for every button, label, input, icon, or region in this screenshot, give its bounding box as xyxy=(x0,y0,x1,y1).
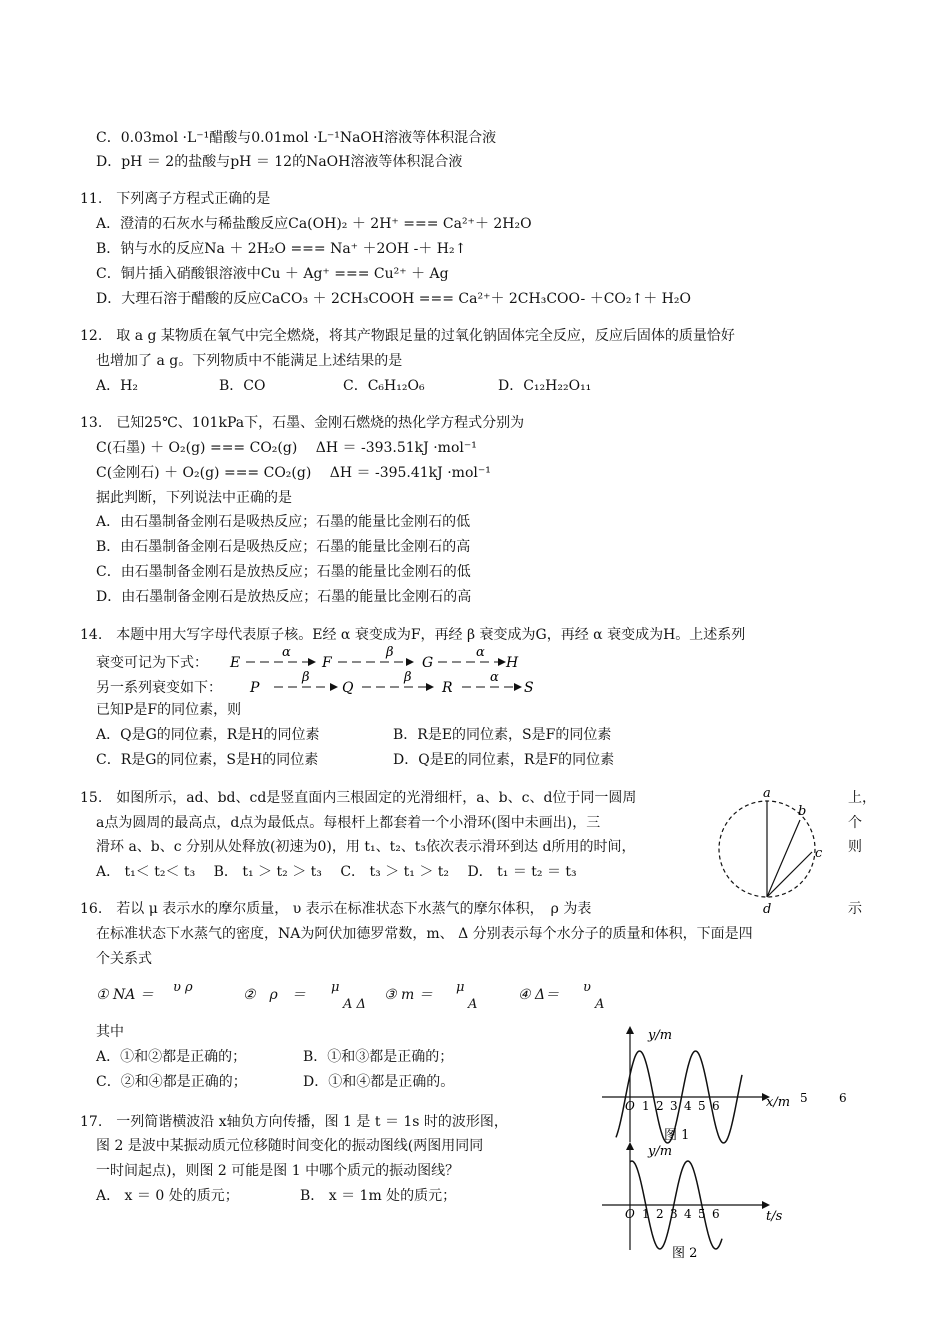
q16-formula-3-denominator: A xyxy=(468,997,478,1012)
q14-decay-chain-2 xyxy=(246,668,546,698)
fig2-caption: 图 2 xyxy=(672,1246,698,1261)
chain2-nucleus-4: S xyxy=(524,680,534,696)
fig1-stray-6: 6 xyxy=(839,1091,847,1105)
q11-option-c: C．铜片插入硝酸银溶液中Cu ＋ Ag⁺ === Cu²⁺ ＋ Ag xyxy=(96,266,449,282)
fig1-x-label: x/m xyxy=(766,1095,791,1110)
fig1-origin: O xyxy=(625,1099,635,1113)
q12-option-b: B．CO xyxy=(219,378,266,394)
q14-stem-line3: 另一系列衰变如下： xyxy=(96,680,222,696)
q11-option-a: A．澄清的石灰水与稀盐酸反应Ca(OH)₂ ＋ 2H⁺ === Ca²⁺＋ 2H₂O xyxy=(96,216,532,232)
chain2-decay-2: β xyxy=(404,670,412,685)
q16-formula-3-numerator: μ xyxy=(456,980,465,995)
fig2-x-label: t/s xyxy=(766,1209,783,1224)
chain2-nucleus-1: P xyxy=(250,680,260,696)
q12-option-d: D．C₁₂H₂₂O₁₁ xyxy=(498,378,592,394)
q15-stem-line1-end: 上， xyxy=(848,790,876,806)
q16-option-b: B．①和③都是正确的； xyxy=(303,1049,454,1065)
q12-stem-line2: 也增加了 a g。下列物质中不能满足上述结果的是 xyxy=(96,353,403,369)
q16-stem-line1: 16. 若以 μ 表示水的摩尔质量， υ 表示在标准状态下水蒸气的摩尔体积， ρ 为表 xyxy=(80,901,592,917)
chain1-nucleus-1: E xyxy=(230,655,241,671)
point-b-label: b xyxy=(798,804,807,819)
chain1-nucleus-4: H xyxy=(506,655,519,671)
q14-stem-line2: 衰变可记为下式： xyxy=(96,655,208,671)
q16-formula-4-lhs: ④ Δ＝ xyxy=(518,987,560,1003)
q17-figure-2-vibration xyxy=(596,1138,796,1264)
rod-cd xyxy=(767,852,812,897)
q12-stem-line1: 12. 取 a g 某物质在氧气中完全燃烧，将其产物跟足量的过氧化钠固体完全反应，反应后固体的质量恰好 xyxy=(80,328,735,344)
q17-stem-line2: 图 2 是波中某振动质元位移随时间变化的振动图线(两图用同同 xyxy=(96,1138,484,1154)
q16-formula-4-numerator: υ xyxy=(583,980,591,995)
q14-stem-line4: 已知P是F的同位素，则 xyxy=(96,702,242,718)
q15-options: A． t₁＜ t₂＜ t₃ B． t₁ ＞ t₂ ＞ t₃ C． t₃ ＞ t₁ ＞ t₂ D． t₁ ＝ t₂ ＝ t₃ xyxy=(96,864,577,880)
q16-stem-line1-end: 示 xyxy=(848,901,862,917)
q13-option-c: C．由石墨制备金刚石是放热反应；石墨的能量比金刚石的低 xyxy=(96,564,471,580)
q11-option-d: D．大理石溶于醋酸的反应CaCO₃ ＋ 2CH₃COOH === Ca²⁺＋ 2CH₃COO- ＋CO₂↑＋ H₂O xyxy=(96,291,691,307)
q15-stem-line1: 15. 如图所示，ad、bd、cd是竖直面内三根固定的光滑细杆，a、b、c、d位于同一圆周 xyxy=(80,790,637,806)
fig2-origin: O xyxy=(625,1207,635,1221)
point-c-label: c xyxy=(815,846,823,861)
q16-formula-2-numerator: μ xyxy=(331,980,340,995)
q16-formula-3-lhs: ③ m ＝ xyxy=(384,987,433,1003)
fig2-tick-2: 2 xyxy=(656,1207,664,1221)
fig2-tick-3: 3 xyxy=(670,1207,678,1221)
chain2-nucleus-2: Q xyxy=(342,680,354,696)
q16-option-c: C．②和④都是正确的； xyxy=(96,1074,247,1090)
fig1-tick-5: 5 xyxy=(698,1099,706,1113)
q16-formula-4-denominator: A xyxy=(595,997,605,1012)
q10-option-d: D．pH ＝ 2的盐酸与pH ＝ 12的NaOH溶液等体积混合液 xyxy=(96,154,463,170)
q14-option-a: A．Q是G的同位素，R是H的同位素 xyxy=(96,727,320,743)
fig2-tick-5: 5 xyxy=(698,1207,706,1221)
q13-option-d: D．由石墨制备金刚石是放热反应；石墨的能量比金刚石的高 xyxy=(96,589,472,605)
q13-judge: 据此判断，下列说法中正确的是 xyxy=(96,490,292,506)
q15-circle-figure xyxy=(712,784,834,920)
fig1-tick-4: 4 xyxy=(684,1099,692,1113)
q16-stem-line3: 个关系式 xyxy=(96,951,152,967)
q16-formula-2-lhs: ② ρ ＝ xyxy=(243,987,306,1003)
q12-option-a: A．H₂ xyxy=(96,378,138,394)
q16-option-a: A．①和②都是正确的； xyxy=(96,1049,247,1065)
q11-option-b: B．钠与水的反应Na ＋ 2H₂O === Na⁺ ＋2OH -＋ H₂↑ xyxy=(96,241,467,257)
q16-formula-1-numerator: υ ρ xyxy=(173,980,193,995)
q16-option-d: D．①和④都是正确的。 xyxy=(303,1074,455,1090)
chain1-nucleus-2: F xyxy=(322,655,332,671)
fig1-tick-2: 2 xyxy=(656,1099,664,1113)
q14-option-c: C．R是G的同位素，S是H的同位素 xyxy=(96,752,319,768)
point-d-label: d xyxy=(763,902,772,917)
q13-option-b: B．由石墨制备金刚石是吸热反应；石墨的能量比金刚石的高 xyxy=(96,539,471,555)
q12-option-c: C．C₆H₁₂O₆ xyxy=(343,378,425,394)
fig2-y-label: y/m xyxy=(648,1144,673,1159)
chain2-nucleus-3: R xyxy=(442,680,453,696)
q17-option-b: B． x ＝ 1m 处的质元； xyxy=(300,1188,457,1204)
fig1-stray-5: 5 xyxy=(800,1091,808,1105)
q15-stem-line3: 滑环 a、b、c 分别从处释放(初速为0)，用 t₁、t₂、t₃依次表示滑环到达 d所用的时间， xyxy=(96,839,636,855)
q16-among: 其中 xyxy=(96,1024,124,1040)
fig2-tick-4: 4 xyxy=(684,1207,692,1221)
q16-stem-line2: 在标准状态下水蒸气的密度，NA为阿伏加德罗常数，m、 Δ 分别表示每个水分子的质量和体积，下面是四 xyxy=(96,926,753,942)
chain1-decay-2: β xyxy=(386,645,394,660)
fig1-tick-3: 3 xyxy=(670,1099,678,1113)
q13-option-a: A．由石墨制备金刚石是吸热反应；石墨的能量比金刚石的低 xyxy=(96,514,471,530)
fig2-tick-1: 1 xyxy=(642,1207,650,1221)
q10-option-c: C．0.03mol ·L⁻¹醋酸与0.01mol ·L⁻¹NaOH溶液等体积混合液 xyxy=(96,130,497,146)
q17-figure-1-wave xyxy=(596,1022,860,1148)
fig1-tick-6: 6 xyxy=(712,1099,720,1113)
chain1-decay-1: α xyxy=(282,645,291,660)
point-a-label: a xyxy=(763,786,771,801)
q14-stem-line1: 14. 本题中用大写字母代表原子核。E经 α 衰变成为F，再经 β 衰变成为G，再经 α 衰变成为H。上述系列 xyxy=(80,627,746,643)
q14-option-b: B．R是E的同位素，S是F的同位素 xyxy=(393,727,612,743)
q17-stem-line3: 一时间起点)，则图 2 可能是图 1 中哪个质元的振动图线？ xyxy=(96,1163,460,1179)
q15-stem-line3-end: 则 xyxy=(848,839,862,855)
chain1-decay-3: α xyxy=(476,645,485,660)
q17-option-a: A． x ＝ 0 处的质元； xyxy=(96,1188,239,1204)
chain2-decay-3: α xyxy=(490,670,499,685)
q13-equation-diamond: C(金刚石) ＋ O₂(g) === CO₂(g) ΔH ＝ -395.41kJ ·mol⁻¹ xyxy=(96,465,491,481)
q16-formula-1-lhs: ① NA ＝ xyxy=(96,987,154,1003)
q14-option-d: D．Q是E的同位素，R是F的同位素 xyxy=(393,752,615,768)
fig1-tick-1: 1 xyxy=(642,1099,650,1113)
fig1-y-label: y/m xyxy=(648,1028,673,1043)
fig2-tick-6: 6 xyxy=(712,1207,720,1221)
rod-bd xyxy=(767,820,800,897)
chain2-decay-1: β xyxy=(302,670,310,685)
q15-stem-line2: a点为圆周的最高点，d点为最低点。每根杆上都套着一个小滑环(图中未画出)，三 xyxy=(96,815,601,831)
chain1-nucleus-3: G xyxy=(422,655,434,671)
q13-equation-graphite: C(石墨) ＋ O₂(g) === CO₂(g) ΔH ＝ -393.51kJ ·mol⁻¹ xyxy=(96,440,477,456)
q13-stem: 13. 已知25℃、101kPa下，石墨、金刚石燃烧的热化学方程式分别为 xyxy=(80,415,525,431)
q16-formula-2-denominator: A Δ xyxy=(343,997,366,1012)
q11-stem: 11. 下列离子方程式正确的是 xyxy=(80,191,271,207)
q17-stem-line1: 17. 一列简谐横波沿 x轴负方向传播，图 1 是 t ＝ 1s 时的波形图， xyxy=(80,1114,508,1130)
q15-stem-line2-end: 个 xyxy=(848,815,862,831)
fig1-caption: 图 1 xyxy=(664,1128,690,1143)
